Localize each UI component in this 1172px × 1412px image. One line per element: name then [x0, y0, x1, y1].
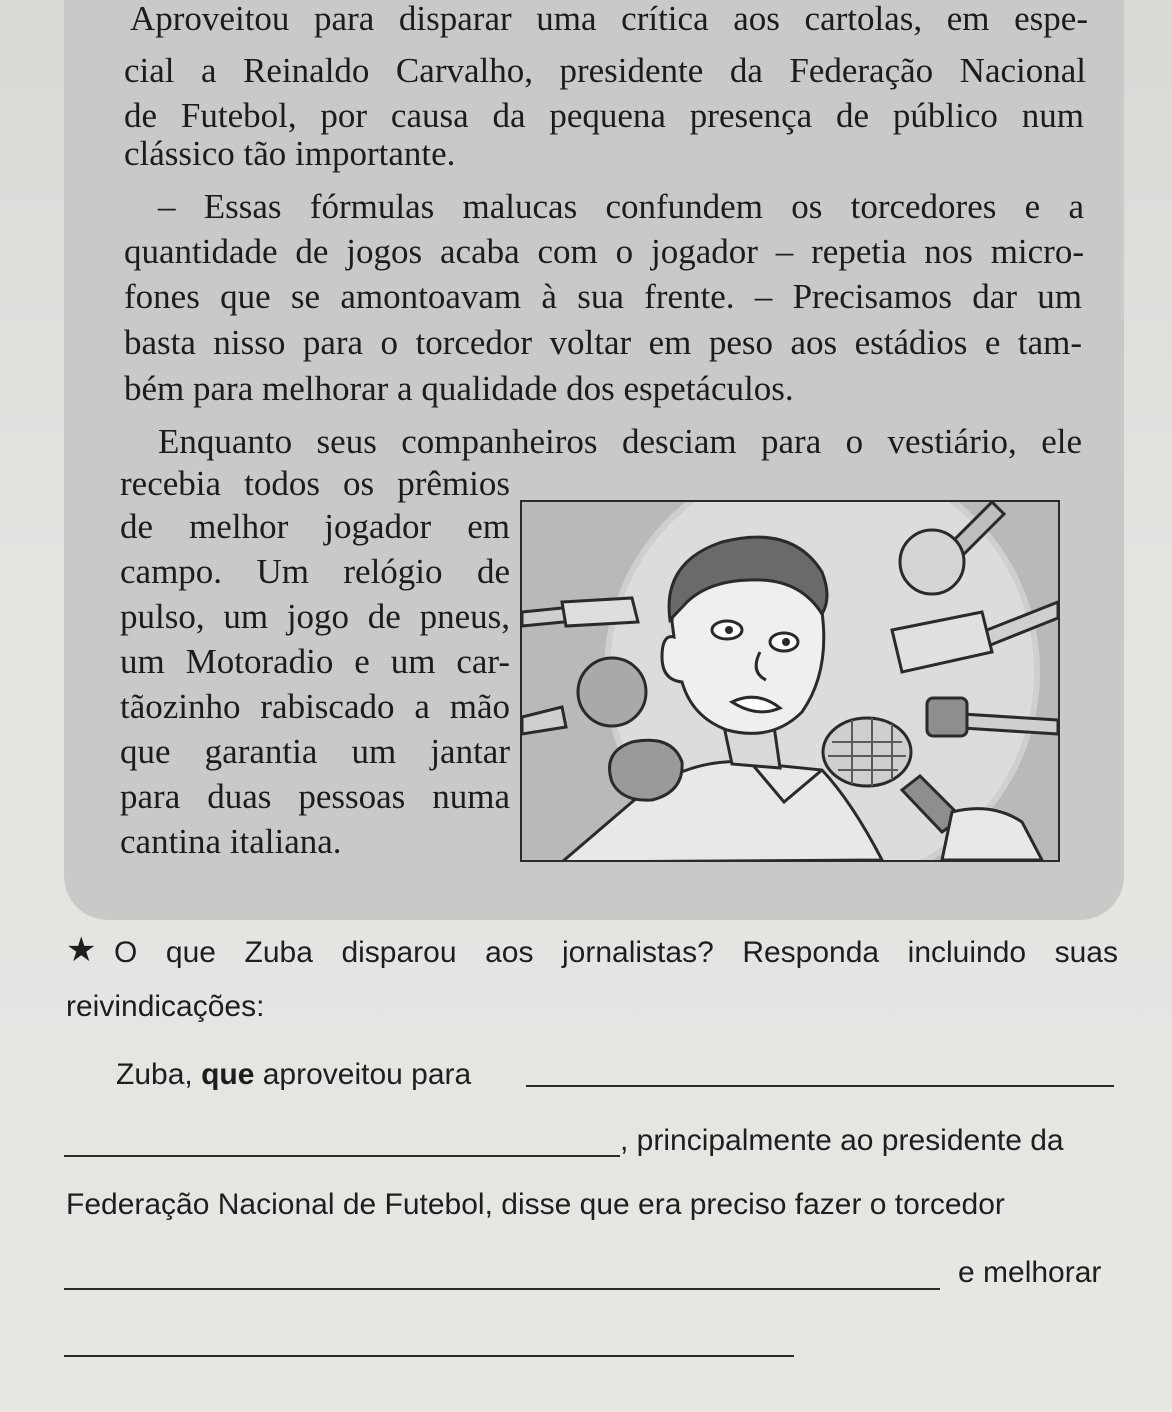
player-with-microphones-illustration — [520, 500, 1060, 862]
story-line: de Futebol, por causa da pequena presença de público num — [124, 96, 1084, 135]
story-line: cial a Reinaldo Carvalho, presidente da Federação Nacional — [124, 51, 1086, 90]
story-line: basta nisso para o torcedor voltar em peso aos estádios e tam- — [124, 323, 1082, 362]
story-line: clássico tão importante. — [124, 134, 456, 173]
answer-blank-1[interactable] — [526, 1085, 1114, 1087]
story-line: cantina italiana. — [120, 822, 342, 861]
answer-rest: aproveitou para — [254, 1058, 472, 1091]
story-line: de melhor jogador em — [120, 507, 510, 546]
story-line: Enquanto seus companheiros desciam para o vestiário, ele — [158, 422, 1082, 461]
answer-line-1 — [116, 1058, 471, 1092]
story-line: recebia todos os prêmios — [120, 464, 510, 503]
story-line: fones que se amontoavam à sua frente. – Precisamos dar um — [124, 277, 1082, 316]
story-line: quantidade de jogos acaba com o jogador – repetia nos micro- — [124, 232, 1084, 271]
story-line: Aproveitou para disparar uma crítica aos cartolas, em espe- — [130, 0, 1088, 38]
story-line: tãozinho rabiscado a mão — [120, 687, 510, 726]
answer-blank-2[interactable] — [64, 1155, 620, 1157]
story-line: – Essas fórmulas malucas confundem os torcedores e a — [158, 187, 1084, 226]
star-icon: ★ — [66, 931, 97, 969]
question-line: reivindicações: — [66, 990, 265, 1023]
answer-line-3: Federação Nacional de Futebol, disse que era preciso fazer o torcedor — [66, 1188, 1005, 1221]
answer-blank-3[interactable] — [64, 1288, 940, 1290]
story-line: campo. Um relógio de — [120, 552, 510, 591]
answer-prefix: Zuba, — [116, 1058, 202, 1091]
story-line: que garantia um jantar — [120, 732, 510, 771]
answer-line-4: e melhorar — [958, 1256, 1102, 1289]
question-line: O que Zuba disparou aos jornalistas? Responda incluindo suas — [114, 936, 1118, 969]
story-line: bém para melhorar a qualidade dos espetáculos. — [124, 369, 794, 408]
story-line: pulso, um jogo de pneus, — [120, 597, 510, 636]
answer-bold-word: que — [201, 1058, 255, 1091]
story-line: para duas pessoas numa — [120, 777, 510, 816]
answer-blank-4[interactable] — [64, 1355, 794, 1357]
story-line: um Motoradio e um car- — [120, 642, 510, 681]
illustration-drawing — [522, 502, 1058, 860]
answer-line-2: , principalmente ao presidente da — [620, 1124, 1064, 1157]
